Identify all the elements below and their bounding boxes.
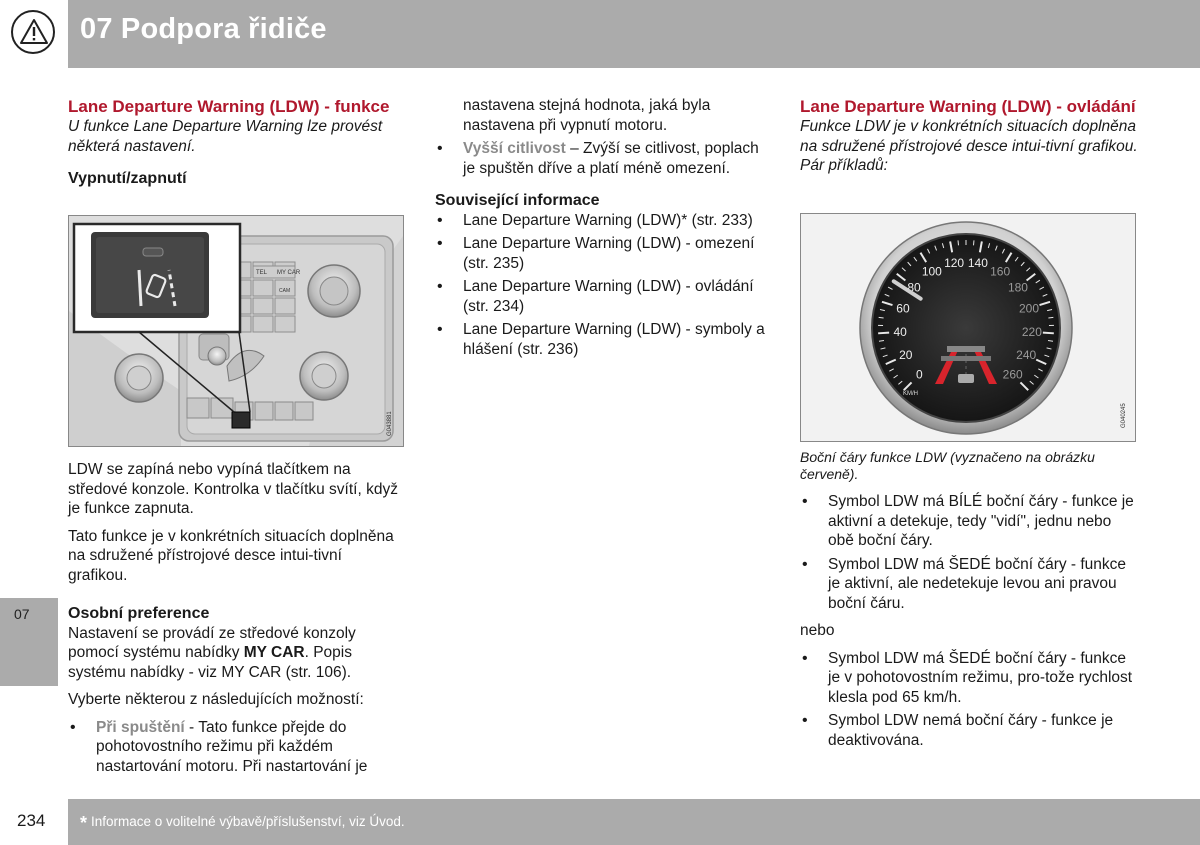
related-info-heading: Související informace <box>435 192 600 209</box>
console-tel-label: TEL <box>256 270 268 276</box>
mycar-bold: MY CAR <box>243 644 305 661</box>
paragraph-choose-option: Vyberte některou z následujících možností: <box>68 691 364 708</box>
console-cam-label: CAM <box>279 288 291 294</box>
speed-label: 0 <box>915 367 923 382</box>
speed-label: 180 <box>1007 280 1028 295</box>
section-intro: U funkce Lane Departure Warning lze provést některá nastavení. <box>68 118 383 155</box>
section-intro-controls: Funkce LDW je v konkrétních situacích doplněna na sdružené přístrojové desce intui-tivní grafikou. Pár příkladů: <box>800 118 1138 174</box>
figure-code-2: G040245 <box>1121 403 1127 428</box>
subheading-personal-preference: Osobní preference <box>68 605 210 622</box>
section-title-functions: Lane Departure Warning (LDW) - funkce <box>68 97 390 116</box>
or-text: nebo <box>800 622 835 639</box>
speedometer-figure <box>800 213 1136 442</box>
continued-text: nastavena stejná hodnota, jaká byla nastavena při vypnutí motoru. <box>463 97 711 134</box>
ldw-console-button[interactable] <box>232 412 250 428</box>
paragraph-ldw-toggle: LDW se zapíná nebo vypíná tlačítkem na středové konzole. Kontrolka v tlačítku svítí, když je funkce zapnuta. <box>68 461 398 517</box>
paragraph-settings: Nastavení se provádí ze středové konzoly pomocí systému nabídky MY CAR. Popis systému nabídky - viz MY CAR (str. 106). <box>68 624 356 681</box>
options-list-1 <box>68 718 403 777</box>
list-item: • Symbol LDW má ŠEDÉ boční čáry - funkce je v pohotovostním režimu, pro-tože rychlost klesla pod 65 km/h. <box>800 649 1140 708</box>
related-link[interactable]: • Lane Departure Warning (LDW)* (str. 233) <box>435 211 775 231</box>
speed-label: 140 <box>967 256 988 271</box>
option-higher-sensitivity: Vyšší citlivost <box>463 140 566 157</box>
warning-triangle-icon <box>11 10 55 54</box>
speed-tick <box>1043 333 1054 334</box>
list-item: • Symbol LDW má ŠEDÉ boční čáry - funkce je aktivní, ale nedetekuje levou ani pravou boční čáru. <box>800 555 1140 614</box>
related-link[interactable]: • Lane Departure Warning (LDW) - ovládání (str. 234) <box>435 277 775 316</box>
speed-label: 160 <box>990 264 1011 279</box>
symbol-list-a <box>800 492 1140 613</box>
related-link[interactable]: • Lane Departure Warning (LDW) - omezení (str. 235) <box>435 234 775 273</box>
column-3 <box>800 96 1140 176</box>
related-info-list <box>435 211 775 360</box>
list-item: • Vyšší citlivost – Zvýší se citlivost, poplach je spuštěn dříve a platí méně omezení. <box>435 139 775 178</box>
list-item: • Symbol LDW nemá boční čáry - funkce je deaktivována. <box>800 711 1140 750</box>
subheading-on-off: Vypnutí/zapnutí <box>68 170 187 187</box>
column-1-lower <box>68 460 403 776</box>
footer-bar <box>68 799 1200 845</box>
column-1 <box>68 96 408 189</box>
speed-unit: KM/H <box>903 391 918 397</box>
speed-label: 120 <box>944 256 965 271</box>
option-at-start: Při spuštění <box>96 718 185 736</box>
header-icon-box <box>0 0 68 68</box>
page-number: 234 <box>17 811 46 830</box>
list-item: • Symbol LDW má BÍLÉ boční čáry - funkce je aktivní a detekuje, tedy "vidí", jednu nebo obě boční čáry. <box>800 492 1140 551</box>
page-header <box>0 0 1200 68</box>
footer-star: * <box>80 813 88 833</box>
speed-label: 220 <box>1021 324 1042 339</box>
section-title-controls: Lane Departure Warning (LDW) - ovládání <box>800 97 1136 116</box>
paragraph-intuitive-graphics: Tato funkce je v konkrétních situacích doplněna na sdružené přístrojové desce intui-tivní grafikou. <box>68 527 394 584</box>
figure-caption: Boční čáry funkce LDW (vyznačeno na obrázku červeně). <box>800 449 1095 482</box>
speed-label: 80 <box>907 280 921 295</box>
related-link[interactable]: • Lane Departure Warning (LDW) - symboly a hlášení (str. 236) <box>435 320 775 359</box>
chapter-side-tab <box>0 598 58 686</box>
speed-label: 100 <box>921 264 942 279</box>
symbol-list-b <box>800 649 1140 751</box>
speed-label: 20 <box>899 348 913 363</box>
figure-code: G043881 <box>387 411 393 436</box>
speed-label: 200 <box>1018 301 1040 316</box>
speed-tick <box>879 317 884 318</box>
chapter-title: 07 Podpora řidiče <box>80 13 327 45</box>
speed-label: 260 <box>1002 367 1023 382</box>
speed-label: 60 <box>896 301 910 316</box>
speed-label: 40 <box>893 324 907 339</box>
footer-note: * Informace o volitelné výbavě/příslušenství, viz Úvod. <box>80 813 405 833</box>
list-item: • Při spuštění - Tato funkce přejde do pohotovostního režimu při každém nastartování motoru. Při nastartování je <box>68 718 403 777</box>
column-2 <box>435 96 775 359</box>
console-mycar-label: MY CAR <box>277 270 301 276</box>
console-figure <box>68 215 404 447</box>
chapter-side-tab-label: 07 <box>14 606 30 622</box>
speed-tick <box>878 333 889 334</box>
speed-tick <box>1048 317 1053 318</box>
options-list-2 <box>435 139 775 178</box>
speed-label: 240 <box>1016 348 1037 363</box>
column-3-lower <box>800 449 1140 750</box>
